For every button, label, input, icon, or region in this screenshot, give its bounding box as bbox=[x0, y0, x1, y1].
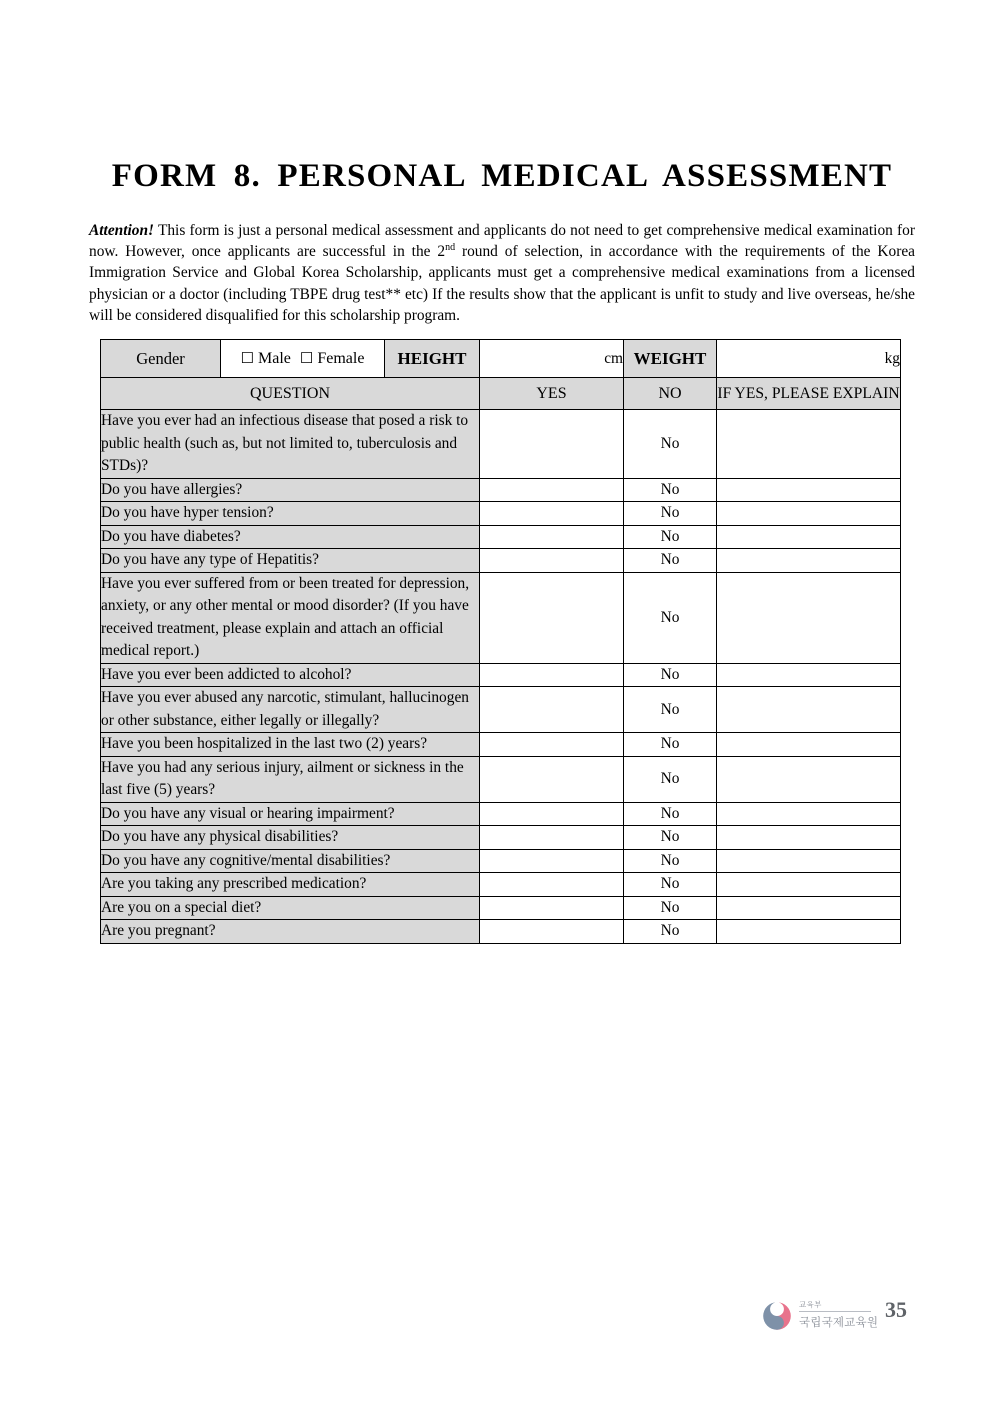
yes-column-header: YES bbox=[480, 378, 624, 410]
personal-info-row bbox=[101, 340, 901, 378]
male-label: Male bbox=[258, 350, 291, 367]
no-cell[interactable]: No bbox=[624, 549, 717, 573]
no-cell[interactable]: No bbox=[624, 478, 717, 502]
question-cell: Do you have allergies? bbox=[101, 478, 480, 502]
intro-text-part-2: round of selection, in accordance with the requirements of the Korea Immigration Service and Global Korea Scholarship, applicants must get a comprehensive medical examinations from a licensed physician or a doctor (including TBPE drug test** etc) If the results show that the applicant is unfit to study and live overseas, he/she will be considered disqualified for this scholarship program. bbox=[89, 243, 916, 324]
table-row bbox=[101, 826, 901, 850]
explain-column-header: IF YES, PLEASE EXPLAIN bbox=[717, 378, 901, 410]
table-row bbox=[101, 525, 901, 549]
intro-text-part-1: This form is just a personal medical assessment and applicants do not need to get comprehensive medical examination for now. However, once applicants are successful in the 2 bbox=[89, 222, 915, 261]
logo-wordmark bbox=[799, 1299, 878, 1330]
table-row bbox=[101, 502, 901, 526]
no-cell[interactable]: No bbox=[624, 687, 717, 733]
question-cell: Have you been hospitalized in the last two (2) years? bbox=[101, 733, 480, 757]
explain-cell[interactable] bbox=[717, 478, 901, 502]
no-cell[interactable]: No bbox=[624, 502, 717, 526]
question-cell: Do you have diabetes? bbox=[101, 525, 480, 549]
explain-cell[interactable] bbox=[717, 410, 901, 479]
no-column-header: NO bbox=[624, 378, 717, 410]
yes-cell[interactable] bbox=[480, 826, 624, 850]
gender-choice-cell[interactable] bbox=[221, 340, 385, 378]
weight-unit: kg bbox=[884, 349, 900, 367]
explain-cell[interactable] bbox=[717, 687, 901, 733]
yes-cell[interactable] bbox=[480, 478, 624, 502]
yes-cell[interactable] bbox=[480, 802, 624, 826]
table-row bbox=[101, 756, 901, 802]
explain-cell[interactable] bbox=[717, 849, 901, 873]
yes-cell[interactable] bbox=[480, 756, 624, 802]
weight-label-cell: WEIGHT bbox=[624, 340, 717, 378]
explain-cell[interactable] bbox=[717, 525, 901, 549]
explain-cell[interactable] bbox=[717, 756, 901, 802]
question-cell: Have you had any serious injury, ailment or sickness in the last five (5) years? bbox=[101, 756, 480, 802]
no-cell[interactable]: No bbox=[624, 873, 717, 897]
question-cell: Have you ever had an infectious disease that posed a risk to public health (such as, but not limited to, tuberculosis and STDs)? bbox=[101, 410, 480, 479]
table-row bbox=[101, 549, 901, 573]
yes-cell[interactable] bbox=[480, 572, 624, 663]
gender-label-cell: Gender bbox=[101, 340, 221, 378]
explain-cell[interactable] bbox=[717, 502, 901, 526]
logo-ministry-text: 교육부 bbox=[799, 1300, 822, 1309]
yes-cell[interactable] bbox=[480, 663, 624, 687]
yes-cell[interactable] bbox=[480, 525, 624, 549]
female-label: Female bbox=[317, 350, 365, 367]
table-row bbox=[101, 802, 901, 826]
question-cell: Are you taking any prescribed medication? bbox=[101, 873, 480, 897]
question-cell: Are you pregnant? bbox=[101, 920, 480, 944]
no-cell[interactable]: No bbox=[624, 756, 717, 802]
explain-cell[interactable] bbox=[717, 663, 901, 687]
table-row bbox=[101, 663, 901, 687]
no-cell[interactable]: No bbox=[624, 826, 717, 850]
question-cell: Have you ever been addicted to alcohol? bbox=[101, 663, 480, 687]
table-row bbox=[101, 873, 901, 897]
female-checkbox[interactable]: ☐ bbox=[299, 351, 314, 367]
no-cell[interactable]: No bbox=[624, 663, 717, 687]
explain-cell[interactable] bbox=[717, 733, 901, 757]
no-cell[interactable]: No bbox=[624, 896, 717, 920]
no-cell[interactable]: No bbox=[624, 849, 717, 873]
table-row bbox=[101, 410, 901, 479]
explain-cell[interactable] bbox=[717, 826, 901, 850]
medical-assessment-table bbox=[100, 339, 901, 944]
table-row bbox=[101, 733, 901, 757]
yes-cell[interactable] bbox=[480, 873, 624, 897]
weight-value-cell[interactable] bbox=[717, 340, 901, 378]
question-cell: Do you have any visual or hearing impairment? bbox=[101, 802, 480, 826]
no-cell[interactable]: No bbox=[624, 802, 717, 826]
yes-cell[interactable] bbox=[480, 920, 624, 944]
yes-cell[interactable] bbox=[480, 410, 624, 479]
yes-cell[interactable] bbox=[480, 733, 624, 757]
logo-divider bbox=[799, 1311, 871, 1312]
explain-cell[interactable] bbox=[717, 920, 901, 944]
page-title: FORM 8. PERSONAL MEDICAL ASSESSMENT bbox=[111, 158, 893, 194]
question-column-header: QUESTION bbox=[101, 378, 480, 410]
no-cell[interactable]: No bbox=[624, 733, 717, 757]
question-cell: Do you have any type of Hepatitis? bbox=[101, 549, 480, 573]
table-row bbox=[101, 572, 901, 663]
page-footer bbox=[762, 1294, 912, 1342]
intro-superscript: nd bbox=[445, 242, 456, 254]
table-row bbox=[101, 687, 901, 733]
question-cell: Do you have any cognitive/mental disabilities? bbox=[101, 849, 480, 873]
no-cell[interactable]: No bbox=[624, 572, 717, 663]
table-row bbox=[101, 896, 901, 920]
explain-cell[interactable] bbox=[717, 873, 901, 897]
attention-label: Attention! bbox=[89, 222, 155, 239]
no-cell[interactable]: No bbox=[624, 525, 717, 549]
yes-cell[interactable] bbox=[480, 687, 624, 733]
yes-cell[interactable] bbox=[480, 896, 624, 920]
yes-cell[interactable] bbox=[480, 502, 624, 526]
question-cell: Do you have any physical disabilities? bbox=[101, 826, 480, 850]
table-row bbox=[101, 920, 901, 944]
explain-cell[interactable] bbox=[717, 572, 901, 663]
table-row bbox=[101, 478, 901, 502]
explain-cell[interactable] bbox=[717, 802, 901, 826]
explain-cell[interactable] bbox=[717, 549, 901, 573]
attention-paragraph bbox=[89, 220, 915, 326]
explain-cell[interactable] bbox=[717, 896, 901, 920]
question-cell: Do you have hyper tension? bbox=[101, 502, 480, 526]
height-value-cell[interactable] bbox=[480, 340, 624, 378]
question-cell: Have you ever abused any narcotic, stimulant, hallucinogen or other substance, either legally or illegally? bbox=[101, 687, 480, 733]
yes-cell[interactable] bbox=[480, 849, 624, 873]
logo-institute-text: 국립국제교육원 bbox=[799, 1315, 879, 1329]
table-row bbox=[101, 849, 901, 873]
no-cell[interactable]: No bbox=[624, 920, 717, 944]
page-number: 35 bbox=[885, 1297, 907, 1322]
yes-cell[interactable] bbox=[480, 549, 624, 573]
no-cell[interactable]: No bbox=[624, 410, 717, 479]
taegeuk-icon bbox=[762, 1301, 792, 1331]
height-label-cell: HEIGHT bbox=[385, 340, 480, 378]
male-checkbox[interactable]: ☐ bbox=[240, 351, 255, 367]
table-header-row bbox=[101, 378, 901, 410]
height-unit: cm bbox=[604, 349, 623, 367]
question-cell: Are you on a special diet? bbox=[101, 896, 480, 920]
question-cell: Have you ever suffered from or been treated for depression, anxiety, or any other mental or mood disorder? (If you have received treatment, please explain and attach an official medical report.) bbox=[101, 572, 480, 663]
